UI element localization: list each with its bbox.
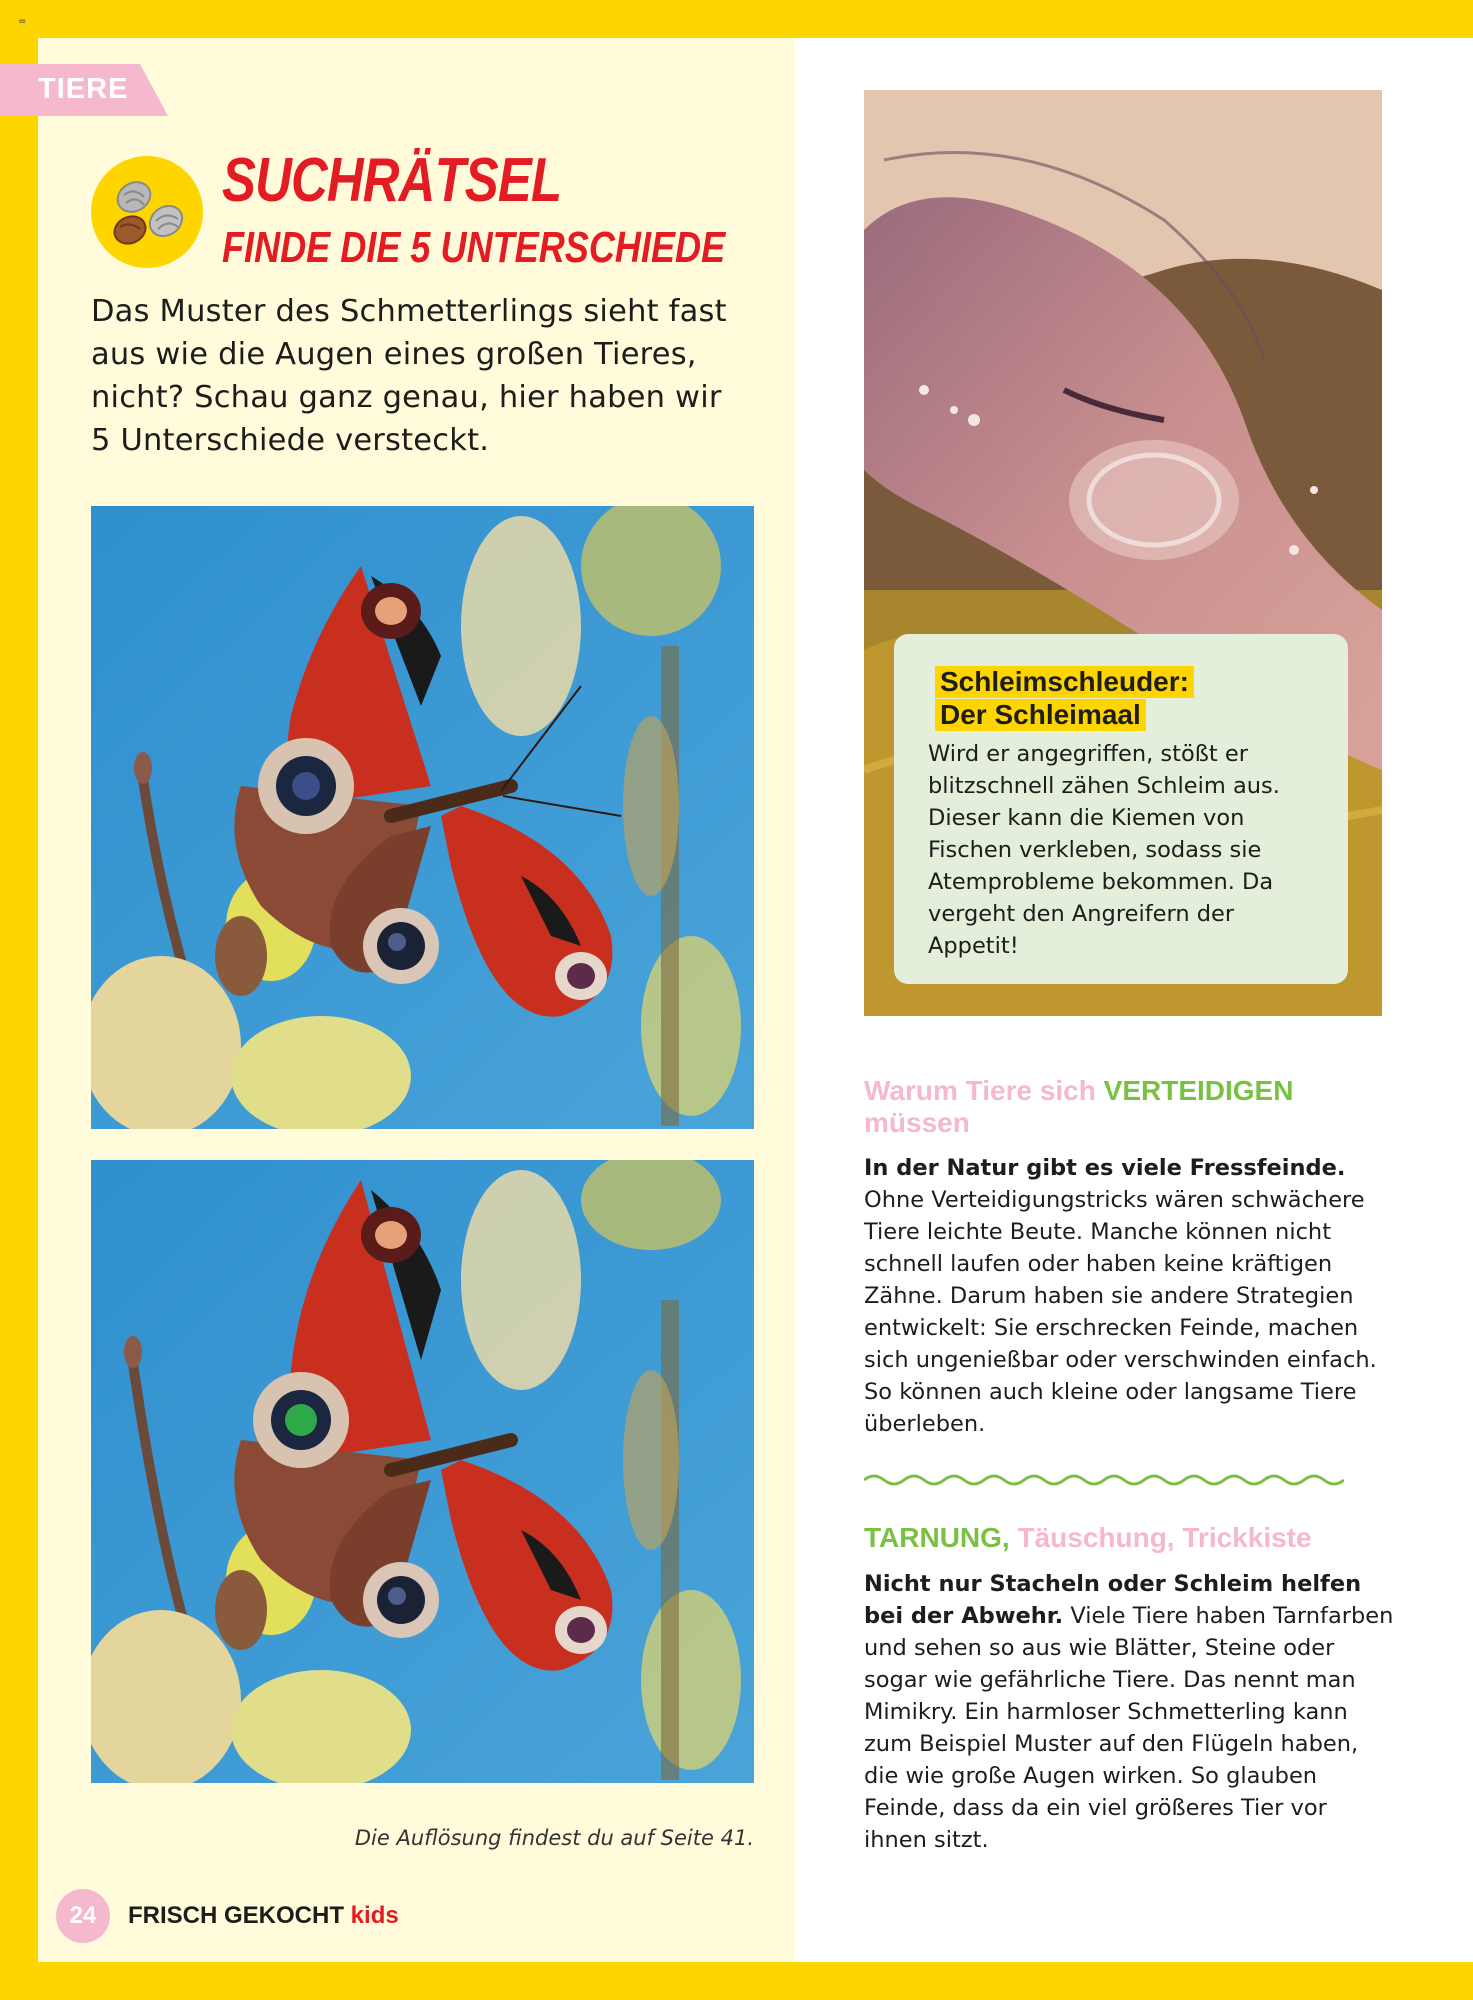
section1-heading-highlight: VERTEIDIGEN (1103, 1075, 1294, 1106)
section2-body: Viele Tiere haben Tarnfarben und sehen so aus wie Blätter, Steine oder sogar wie gefährliche Tiere. Das nennt man Mimikry. Ein harmloser Schmetterling kann zum Beispiel Muster auf den Flügeln haben, die wie große Augen wirken. So glauben Feinde, dass da ein viel größeres Tier vor ihnen sitzt. (864, 1603, 1394, 1853)
section1-body: Ohne Verteidigungstricks wären schwächere Tiere leichte Beute. Manche können nicht schnell laufen oder haben keine kräftigen Zähne. Darum haben sie andere Strategien entwickelt: Sie erschrecken Feinde, machen sich ungenießbar oder verschwinden einfach. So können auch kleine oder langsame Tiere überleben. (864, 1187, 1377, 1437)
nuts-icon (90, 155, 204, 269)
puzzle-title: SUCHRÄTSEL (222, 146, 562, 215)
butterfly-photo-modified (91, 1160, 754, 1783)
section2-heading-rest: Täuschung, Trickkiste (1009, 1522, 1312, 1553)
info-title-line2: Der Schleimaal (935, 699, 1146, 731)
section2-heading-highlight: TARNUNG, (864, 1522, 1010, 1553)
info-box-body: Wird er angegriffen, stößt er blitzschnell zähen Schleim aus. Dieser kann die Kiemen von Fischen verkleben, sodass sie Atemprobleme bekommen. Da vergeht den Angreifern der Appetit! (928, 741, 1280, 959)
page-number: 24 (56, 1889, 110, 1943)
section1-text (864, 1152, 1394, 1440)
wave-divider (864, 1470, 1344, 1490)
corner-mark: = (18, 16, 27, 27)
brand-logo (128, 1902, 399, 1930)
section2-text (864, 1568, 1394, 1856)
info-title-line1: Schleimschleuder: (935, 666, 1194, 698)
left-frame-bar (0, 0, 38, 2000)
puzzle-intro: Das Muster des Schmetterlings sieht fast aus wie die Augen eines großen Tieres, nicht? Schau ganz genau, hier haben wir 5 Unterschiede versteckt. (91, 294, 727, 458)
section1-lead: In der Natur gibt es viele Fressfeinde. (864, 1155, 1346, 1181)
brand-suffix: kids (350, 1902, 399, 1929)
section1-heading-start: Warum Tiere sich (864, 1075, 1104, 1106)
section2-lead: Nicht nur Stacheln oder Schleim helfen bei der Abwehr. (864, 1571, 1362, 1629)
puzzle-subtitle: FINDE DIE 5 UNTERSCHIEDE (222, 223, 726, 272)
section2-heading (864, 1522, 1384, 1554)
solution-caption: Die Auflösung findest du auf Seite 41. (354, 1826, 754, 1850)
bottom-frame-bar (0, 1962, 1473, 2000)
section-tag-label: TIERE (38, 73, 129, 105)
section1-heading-end: müssen (864, 1107, 970, 1138)
section1-heading (864, 1075, 1364, 1139)
brand-name: FRISCH GEKOCHT (128, 1902, 344, 1929)
info-box-title (935, 666, 1194, 732)
top-frame-bar (0, 0, 1473, 38)
butterfly-photo-original (91, 506, 754, 1129)
